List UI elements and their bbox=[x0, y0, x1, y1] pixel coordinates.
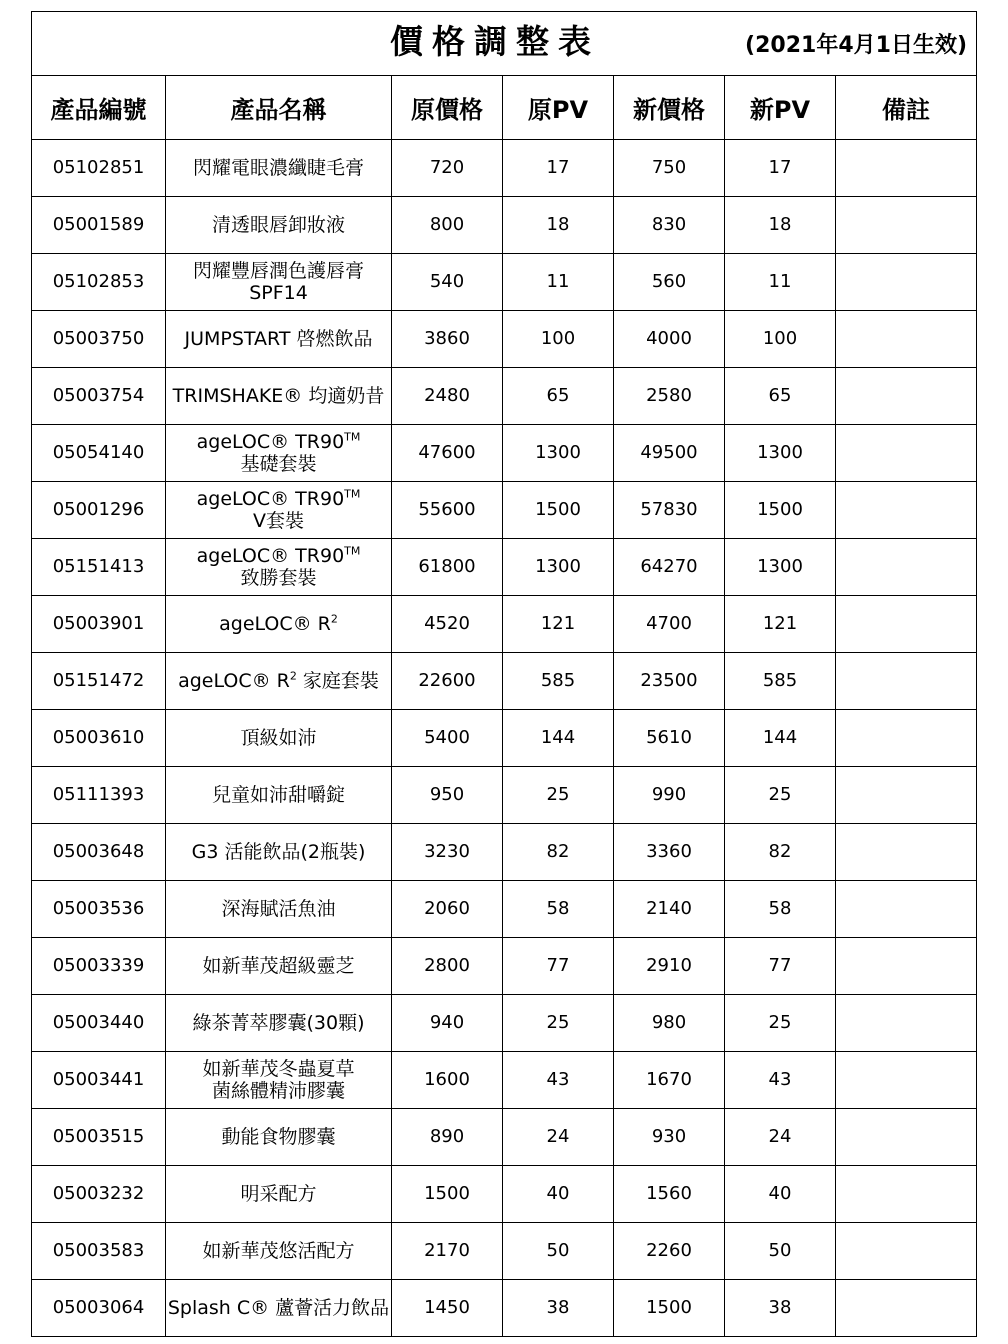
new-pv-cell: 121 bbox=[725, 596, 836, 653]
product-name-line: 閃耀電眼濃纖睫毛膏 bbox=[192, 157, 364, 179]
new-pv-cell: 58 bbox=[725, 881, 836, 938]
table-row bbox=[32, 140, 977, 197]
old-pv-cell: 50 bbox=[503, 1223, 614, 1280]
new-pv-cell: 1500 bbox=[725, 482, 836, 539]
old-pv-cell: 25 bbox=[503, 995, 614, 1052]
product-name-cell bbox=[166, 368, 392, 425]
table-row bbox=[32, 995, 977, 1052]
old-pv-cell: 1500 bbox=[503, 482, 614, 539]
old-price-cell: 940 bbox=[392, 995, 503, 1052]
table-row bbox=[32, 596, 977, 653]
table-row bbox=[32, 653, 977, 710]
product-name-line: SPF14 bbox=[249, 282, 308, 304]
new-price-cell: 990 bbox=[614, 767, 725, 824]
old-price-cell: 47600 bbox=[392, 425, 503, 482]
new-pv-cell: 1300 bbox=[725, 539, 836, 596]
old-price-cell: 2480 bbox=[392, 368, 503, 425]
old-price-cell: 55600 bbox=[392, 482, 503, 539]
product-code-cell: 05003754 bbox=[32, 368, 166, 425]
old-pv-cell: 40 bbox=[503, 1166, 614, 1223]
product-name-line: G3 活能飲品(2瓶裝) bbox=[191, 841, 366, 863]
superscript-mark: TM bbox=[344, 430, 361, 444]
old-pv-cell: 43 bbox=[503, 1052, 614, 1109]
product-name-line: 菌絲體精沛膠囊 bbox=[211, 1080, 345, 1102]
product-name-line: JUMPSTART 啓燃飲品 bbox=[184, 328, 373, 350]
product-code-cell: 05102853 bbox=[32, 254, 166, 311]
product-code-cell: 05001296 bbox=[32, 482, 166, 539]
new-pv-cell: 585 bbox=[725, 653, 836, 710]
product-code-cell: 05054140 bbox=[32, 425, 166, 482]
new-price-cell: 1670 bbox=[614, 1052, 725, 1109]
old-price-cell: 61800 bbox=[392, 539, 503, 596]
new-price-cell: 3360 bbox=[614, 824, 725, 881]
product-name-cell bbox=[166, 197, 392, 254]
product-name-line: ageLOC® TR90™ bbox=[196, 430, 361, 453]
product-name-cell bbox=[166, 140, 392, 197]
product-code-cell: 05102851 bbox=[32, 140, 166, 197]
header-old-price: 原價格 bbox=[392, 76, 503, 140]
old-price-cell: 540 bbox=[392, 254, 503, 311]
product-code-cell: 05003750 bbox=[32, 311, 166, 368]
product-code-cell: 05003064 bbox=[32, 1280, 166, 1337]
table-row bbox=[32, 254, 977, 311]
product-name-cell bbox=[166, 1109, 392, 1166]
new-pv-cell: 17 bbox=[725, 140, 836, 197]
new-pv-cell: 77 bbox=[725, 938, 836, 995]
new-price-cell: 2140 bbox=[614, 881, 725, 938]
table-row bbox=[32, 938, 977, 995]
table-row bbox=[32, 311, 977, 368]
remarks-cell bbox=[836, 368, 977, 425]
product-name-line: 兒童如沛甜嚼錠 bbox=[211, 784, 345, 806]
header-product-name: 產品名稱 bbox=[166, 76, 392, 140]
product-name-cell bbox=[166, 425, 392, 482]
new-pv-cell: 24 bbox=[725, 1109, 836, 1166]
new-price-cell: 750 bbox=[614, 140, 725, 197]
product-code-cell: 05003901 bbox=[32, 596, 166, 653]
product-name-cell bbox=[166, 767, 392, 824]
product-name-line: 綠茶菁萃膠囊(30顆) bbox=[192, 1012, 365, 1034]
product-name-line: ageLOC® TR90™ bbox=[196, 487, 361, 510]
product-name-line: 如新華茂冬蟲夏草 bbox=[202, 1058, 355, 1080]
new-pv-cell: 144 bbox=[725, 710, 836, 767]
old-pv-cell: 585 bbox=[503, 653, 614, 710]
product-name-line: 深海賦活魚油 bbox=[221, 898, 336, 920]
old-pv-cell: 144 bbox=[503, 710, 614, 767]
table-body bbox=[32, 140, 977, 1337]
remarks-cell bbox=[836, 1223, 977, 1280]
title-cell bbox=[32, 12, 977, 76]
new-price-cell: 930 bbox=[614, 1109, 725, 1166]
new-price-cell: 49500 bbox=[614, 425, 725, 482]
remarks-cell bbox=[836, 539, 977, 596]
superscript-mark: 2 bbox=[289, 669, 297, 683]
old-price-cell: 720 bbox=[392, 140, 503, 197]
remarks-cell bbox=[836, 254, 977, 311]
header-remarks: 備註 bbox=[836, 76, 977, 140]
table-row bbox=[32, 767, 977, 824]
old-pv-cell: 11 bbox=[503, 254, 614, 311]
product-name-line: ageLOC® $R^2$ bbox=[219, 612, 338, 635]
old-price-cell: 2170 bbox=[392, 1223, 503, 1280]
old-pv-cell: 25 bbox=[503, 767, 614, 824]
product-code-cell: 05003536 bbox=[32, 881, 166, 938]
product-name-line: 致勝套裝 bbox=[240, 567, 317, 589]
old-pv-cell: 17 bbox=[503, 140, 614, 197]
product-name-cell bbox=[166, 596, 392, 653]
product-code-cell: 05003440 bbox=[32, 995, 166, 1052]
new-pv-cell: 40 bbox=[725, 1166, 836, 1223]
price-adjustment-table bbox=[31, 11, 977, 1337]
new-price-cell: 2260 bbox=[614, 1223, 725, 1280]
product-code-cell: 05003515 bbox=[32, 1109, 166, 1166]
remarks-cell bbox=[836, 197, 977, 254]
table-row bbox=[32, 710, 977, 767]
product-name-cell bbox=[166, 539, 392, 596]
table-row bbox=[32, 1109, 977, 1166]
product-name-cell bbox=[166, 710, 392, 767]
effective-date: (2021年4月1日生效) bbox=[745, 33, 968, 58]
header-old-pv: 原PV bbox=[503, 76, 614, 140]
product-name-line: 閃耀豐唇潤色護唇膏 bbox=[192, 260, 364, 282]
old-price-cell: 1500 bbox=[392, 1166, 503, 1223]
new-price-cell: 1500 bbox=[614, 1280, 725, 1337]
remarks-cell bbox=[836, 710, 977, 767]
remarks-cell bbox=[836, 596, 977, 653]
remarks-cell bbox=[836, 1052, 977, 1109]
product-name-line: 動能食物膠囊 bbox=[221, 1126, 336, 1148]
old-price-cell: 800 bbox=[392, 197, 503, 254]
table-row bbox=[32, 1223, 977, 1280]
title-row bbox=[32, 12, 977, 76]
superscript-mark: TM bbox=[344, 544, 361, 558]
old-pv-cell: 100 bbox=[503, 311, 614, 368]
table-row bbox=[32, 1166, 977, 1223]
product-code-cell: 05003648 bbox=[32, 824, 166, 881]
product-code-cell: 05003583 bbox=[32, 1223, 166, 1280]
remarks-cell bbox=[836, 824, 977, 881]
new-pv-cell: 18 bbox=[725, 197, 836, 254]
new-price-cell: 1560 bbox=[614, 1166, 725, 1223]
product-code-cell: 05151413 bbox=[32, 539, 166, 596]
old-pv-cell: 24 bbox=[503, 1109, 614, 1166]
old-pv-cell: 77 bbox=[503, 938, 614, 995]
product-name-line: 明采配方 bbox=[240, 1183, 317, 1205]
new-pv-cell: 11 bbox=[725, 254, 836, 311]
table-row bbox=[32, 1280, 977, 1337]
new-pv-cell: 100 bbox=[725, 311, 836, 368]
product-name-line: 頂級如沛 bbox=[240, 727, 317, 749]
table-row bbox=[32, 539, 977, 596]
product-name-line: 基礎套裝 bbox=[240, 453, 317, 475]
new-price-cell: 64270 bbox=[614, 539, 725, 596]
product-name-line: ageLOC® $R^2$ 家庭套裝 bbox=[178, 669, 379, 692]
remarks-cell bbox=[836, 1280, 977, 1337]
product-name-cell bbox=[166, 995, 392, 1052]
old-price-cell: 950 bbox=[392, 767, 503, 824]
old-price-cell: 4520 bbox=[392, 596, 503, 653]
remarks-cell bbox=[836, 938, 977, 995]
product-name-cell bbox=[166, 824, 392, 881]
new-price-cell: 2910 bbox=[614, 938, 725, 995]
old-price-cell: 22600 bbox=[392, 653, 503, 710]
old-price-cell: 890 bbox=[392, 1109, 503, 1166]
table-row bbox=[32, 482, 977, 539]
remarks-cell bbox=[836, 881, 977, 938]
new-pv-cell: 43 bbox=[725, 1052, 836, 1109]
new-price-cell: 560 bbox=[614, 254, 725, 311]
table-row bbox=[32, 824, 977, 881]
product-name-line: 如新華茂超級靈芝 bbox=[202, 955, 355, 977]
remarks-cell bbox=[836, 995, 977, 1052]
table-row bbox=[32, 425, 977, 482]
old-pv-cell: 1300 bbox=[503, 425, 614, 482]
old-pv-cell: 82 bbox=[503, 824, 614, 881]
header-new-price: 新價格 bbox=[614, 76, 725, 140]
new-price-cell: 980 bbox=[614, 995, 725, 1052]
product-name-line: 清透眼唇卸妝液 bbox=[211, 214, 345, 236]
superscript-mark: TM bbox=[344, 487, 361, 501]
new-price-cell: 57830 bbox=[614, 482, 725, 539]
new-price-cell: 4000 bbox=[614, 311, 725, 368]
product-code-cell: 05003441 bbox=[32, 1052, 166, 1109]
old-pv-cell: 38 bbox=[503, 1280, 614, 1337]
remarks-cell bbox=[836, 1166, 977, 1223]
new-pv-cell: 25 bbox=[725, 995, 836, 1052]
product-code-cell: 05003610 bbox=[32, 710, 166, 767]
header-product-code: 產品編號 bbox=[32, 76, 166, 140]
product-name-cell bbox=[166, 938, 392, 995]
remarks-cell bbox=[836, 653, 977, 710]
product-name-line: V套裝 bbox=[253, 510, 304, 532]
new-pv-cell: 1300 bbox=[725, 425, 836, 482]
new-pv-cell: 65 bbox=[725, 368, 836, 425]
product-name-cell bbox=[166, 482, 392, 539]
table-row bbox=[32, 1052, 977, 1109]
new-pv-cell: 82 bbox=[725, 824, 836, 881]
old-price-cell: 3230 bbox=[392, 824, 503, 881]
old-pv-cell: 18 bbox=[503, 197, 614, 254]
new-price-cell: 4700 bbox=[614, 596, 725, 653]
product-code-cell: 05111393 bbox=[32, 767, 166, 824]
product-name-cell bbox=[166, 311, 392, 368]
header-new-pv: 新PV bbox=[725, 76, 836, 140]
new-pv-cell: 50 bbox=[725, 1223, 836, 1280]
table-row bbox=[32, 881, 977, 938]
product-name-cell bbox=[166, 1223, 392, 1280]
product-code-cell: 05003339 bbox=[32, 938, 166, 995]
remarks-cell bbox=[836, 767, 977, 824]
new-price-cell: 830 bbox=[614, 197, 725, 254]
remarks-cell bbox=[836, 1109, 977, 1166]
old-price-cell: 2800 bbox=[392, 938, 503, 995]
remarks-cell bbox=[836, 311, 977, 368]
old-pv-cell: 58 bbox=[503, 881, 614, 938]
old-pv-cell: 121 bbox=[503, 596, 614, 653]
old-price-cell: 3860 bbox=[392, 311, 503, 368]
old-pv-cell: 1300 bbox=[503, 539, 614, 596]
new-price-cell: 2580 bbox=[614, 368, 725, 425]
remarks-cell bbox=[836, 425, 977, 482]
old-price-cell: 1600 bbox=[392, 1052, 503, 1109]
product-name-line: Splash C® 蘆薈活力飲品 bbox=[167, 1297, 390, 1319]
superscript-mark: 2 bbox=[330, 612, 338, 626]
new-pv-cell: 38 bbox=[725, 1280, 836, 1337]
product-name-line: ageLOC® TR90™ bbox=[196, 544, 361, 567]
product-name-line: TRIMSHAKE® 均適奶昔 bbox=[172, 385, 385, 407]
remarks-cell bbox=[836, 482, 977, 539]
product-code-cell: 05151472 bbox=[32, 653, 166, 710]
new-pv-cell: 25 bbox=[725, 767, 836, 824]
product-name-cell bbox=[166, 881, 392, 938]
product-code-cell: 05003232 bbox=[32, 1166, 166, 1223]
product-code-cell: 05001589 bbox=[32, 197, 166, 254]
old-price-cell: 2060 bbox=[392, 881, 503, 938]
table-row bbox=[32, 197, 977, 254]
new-price-cell: 23500 bbox=[614, 653, 725, 710]
old-price-cell: 1450 bbox=[392, 1280, 503, 1337]
old-pv-cell: 65 bbox=[503, 368, 614, 425]
product-name-cell bbox=[166, 254, 392, 311]
product-name-line: 如新華茂悠活配方 bbox=[202, 1240, 355, 1262]
remarks-cell bbox=[836, 140, 977, 197]
product-name-cell bbox=[166, 1052, 392, 1109]
old-price-cell: 5400 bbox=[392, 710, 503, 767]
new-price-cell: 5610 bbox=[614, 710, 725, 767]
product-name-cell bbox=[166, 1166, 392, 1223]
product-name-cell bbox=[166, 653, 392, 710]
product-name-cell bbox=[166, 1280, 392, 1337]
table-row bbox=[32, 368, 977, 425]
header-row bbox=[32, 76, 977, 140]
document-title: 價格調整表 bbox=[390, 22, 600, 61]
